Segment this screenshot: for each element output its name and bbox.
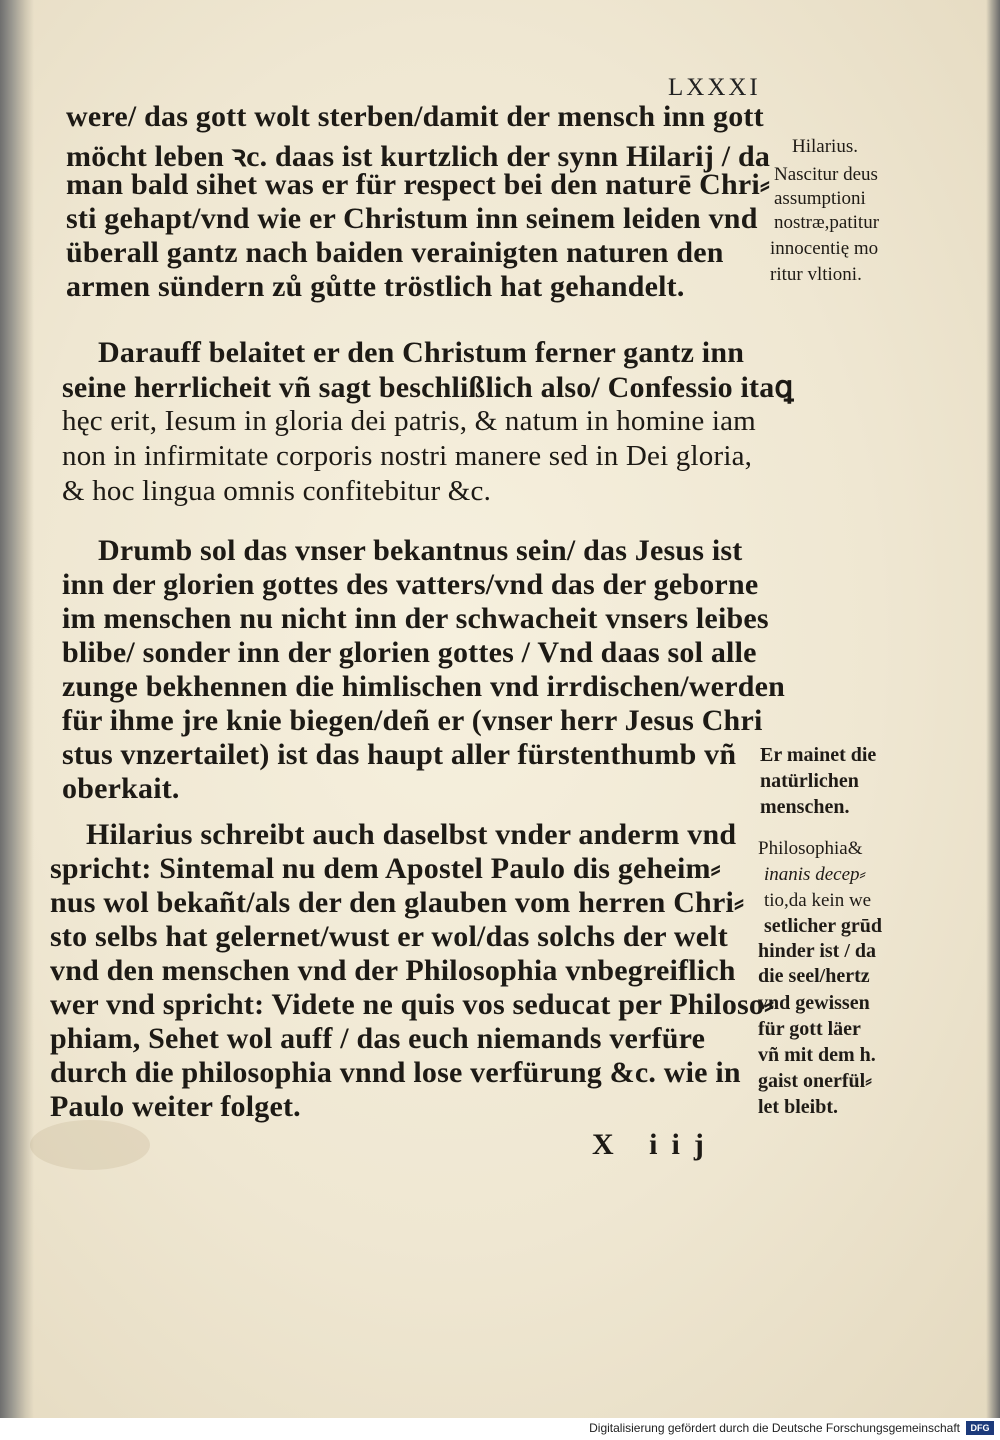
margin-line: die seel/hertz [758,965,870,987]
margin-line: setlicher grūd [764,915,882,937]
paragraph-3 [62,534,785,805]
text-line: im menschen nu nicht inn der schwacheit vnsers leibes [62,602,769,635]
margin-line: assumptioni [774,188,866,209]
text-line: armen sündern zů gůtte tröstlich hat gehandelt. [66,270,685,303]
text-line: wer vnd spricht: Videte ne quis vos seducat per Philoso⸗ [50,988,775,1021]
margin-note-1 [770,136,910,296]
margin-line: vnd gewissen [758,992,870,1014]
margin-line: tio,da kein we [764,890,872,911]
text-line: Hilarius schreibt auch daselbst vnder anderm vnd [86,818,737,851]
margin-line: inanis decep⸗ [764,864,866,885]
text-line: sto selbs hat gelernet/wust er wol/das solchs der welt [50,920,728,953]
margin-line: hinder ist / da [758,940,876,962]
margin-line: nostræ,patitur [774,212,880,233]
margin-line: ritur vltioni. [770,264,862,285]
text-line: Darauff belaitet er den Christum ferner gantz inn [98,336,745,369]
text-line: phiam, Sehet wol auff / das euch niemands verfüre [50,1022,706,1055]
text-line: möcht leben ꝛc. daas ist kurtzlich der synn Hilarij / da [66,140,771,173]
text-line: Paulo weiter folget. [50,1090,301,1123]
margin-line: let bleibt. [758,1096,838,1118]
text-line: & hoc lingua omnis confitebitur &c. [62,475,492,507]
paragraph-2 [62,336,794,507]
text-line: durch die philosophia vnnd lose verfürung &c. wie in [50,1056,741,1089]
dfg-logo: DFG [966,1421,994,1435]
margin-line: gaist onerfül⸗ [758,1070,872,1092]
text-line: non in infirmitate corporis nostri manere sed in Dei gloria, [62,440,753,472]
margin-line: Nascitur deus [774,164,878,185]
folio-number: LXXXI [668,74,761,101]
margin-note-2 [760,744,910,824]
footer-credit: Digitalisierung gefördert durch die Deutsche Forschungsgemeinschaft [589,1421,960,1435]
margin-line: natürlichen [760,770,859,792]
right-page-edge [986,0,1000,1418]
text-line: man bald sihet was er für respect bei den naturē Chri⸗ [66,168,771,201]
text-line: oberkait. [62,772,180,805]
footer-bar [0,1418,1000,1440]
paragraph-1 [66,100,771,303]
text-line: überall gantz nach baiden verainigten naturen den [66,236,724,269]
text-line: vnd den menschen vnd der Philosophia vnbegreiflich [50,954,736,987]
text-line: inn der glorien gottes des vatters/vnd das der geborne [62,568,759,601]
text-line: stus vnzertailet) ist das haupt aller fürstenthumb vñ [62,738,737,771]
text-line: blibe/ sonder inn der glorien gottes / Vnd daas sol alle [62,636,757,669]
text-line: Drumb sol das vnser bekantnus sein/ das Jesus ist [98,534,743,567]
margin-line: Er mainet die [760,744,877,766]
text-line: sti gehapt/vnd wie er Christum inn seinem leiden vnd [66,202,758,235]
left-page-edge [0,0,34,1418]
text-line: für ihme jre knie biegen/deñ er (vnser herr Jesus Chri [62,704,763,737]
text-line: were/ das gott wolt sterben/damit der mensch inn gott [66,100,764,133]
text-line: spricht: Sintemal nu dem Apostel Paulo dis geheim⸗ [50,852,721,885]
text-line: nus wol bekañt/als der den glauben vom herren Chri⸗ [50,886,745,919]
margin-line: menschen. [760,796,850,818]
signature-mark: X iij [592,1128,718,1161]
margin-line: innocentię mo [770,238,879,259]
margin-line: für gott läer [758,1018,861,1040]
text-line: zunge bekhennen die himlischen vnd irrdischen/werden [62,670,785,703]
margin-line: vñ mit dem h. [758,1044,876,1066]
margin-note-3 [758,838,908,1138]
text-line: seine herrlicheit vñ sagt beschlißlich also/ Confessio itaꝗ [62,371,794,404]
paragraph-4 [50,818,775,1128]
margin-line: Philosophia& [758,838,863,859]
margin-line: Hilarius. [792,136,858,157]
text-line: hęc erit, Iesum in gloria dei patris, & natum in homine iam [62,405,756,437]
